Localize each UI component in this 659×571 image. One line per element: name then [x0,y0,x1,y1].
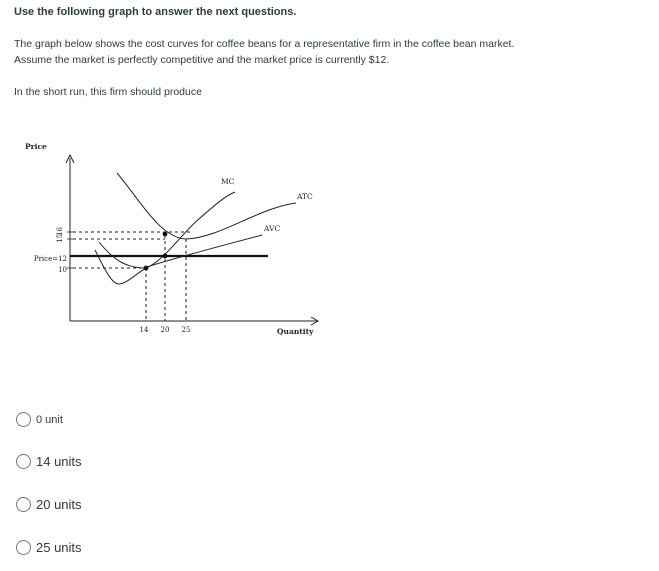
option-0-units[interactable] [16,412,63,427]
price-line-label: Price=12 [33,255,67,263]
atc-label: ATC [297,192,313,201]
cost-curves-graph [0,130,340,345]
context-line-2: Assume the market is perfectly competitive and the market price is currently $12. [14,54,390,66]
point-mc-price [163,254,168,259]
context-line-1: The graph below shows the cost curves for coffee beans for a representative firm in the coffee bean market. [14,38,515,50]
avc-label: AVC [264,224,281,233]
y-tick-label-16: 16 [56,227,64,236]
radio-button[interactable] [16,540,31,555]
mc-label: MC [221,177,235,186]
radio-button[interactable] [16,497,31,512]
point-mc-avc-min [144,266,149,271]
radio-button[interactable] [16,412,31,427]
instructions-heading: Use the following graph to answer the next questions. [14,6,297,18]
option-14-units[interactable] [16,454,82,469]
avc-curve [95,235,262,284]
y-tick-label-10: 10 [58,266,67,274]
radio-button[interactable] [16,454,31,469]
option-label: 20 units [36,497,82,512]
y-axis-label: Price [25,142,47,151]
question-text: In the short run, this firm should produce [14,86,202,98]
x-tick-label-25: 25 [181,326,191,334]
option-25-units[interactable] [16,540,82,555]
option-20-units[interactable] [16,497,82,512]
y-tick-label-15: 15 [56,234,64,243]
x-axis-label: Quantity [277,327,314,336]
x-tick-label-14: 14 [139,326,149,334]
option-label: 0 unit [36,413,63,426]
question-context [14,36,514,68]
option-label: 14 units [36,454,82,469]
option-label: 25 units [36,540,82,555]
point-mc-atc-min [163,232,168,237]
x-tick-label-20: 20 [160,326,170,334]
